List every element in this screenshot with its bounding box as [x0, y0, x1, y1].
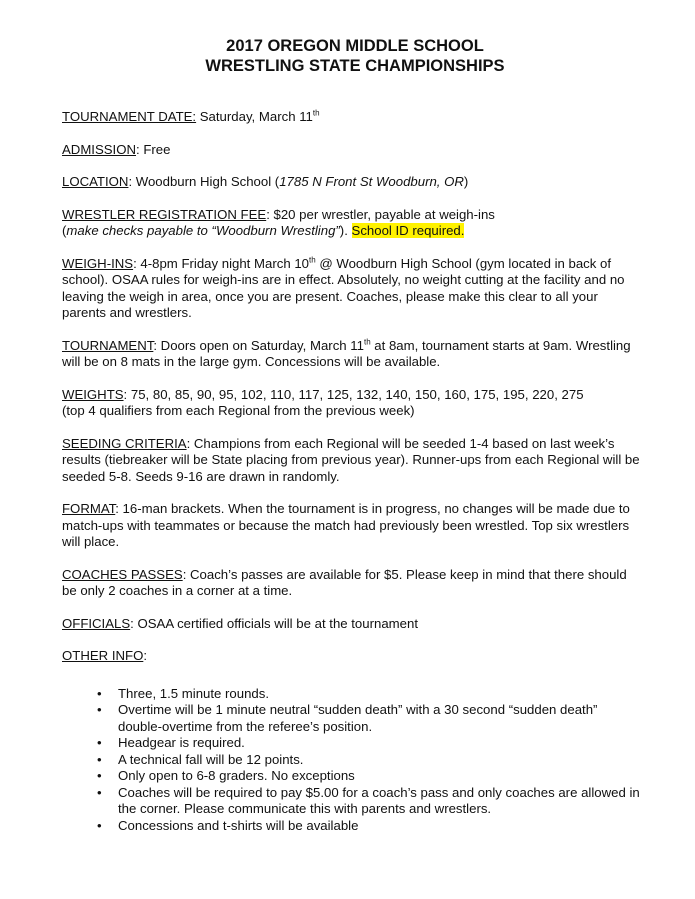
tournament-section [62, 338, 642, 371]
tournament-date-section [62, 109, 642, 126]
list-item [62, 686, 642, 703]
list-item [62, 702, 642, 735]
other-info-colon: : [143, 648, 147, 663]
weigh-ins-label: WEIGH-INS [62, 255, 134, 271]
list-item [62, 735, 642, 752]
bullet-icon: • [97, 685, 102, 701]
location-value: : Woodburn High School ( [128, 174, 280, 189]
format-value: : 16-man brackets. When the tournament is in progress, no changes will be made due to match-ups with teammates or because the match had previously been wrestled. Top six wrestlers will place. [62, 501, 630, 549]
seeding-label: SEEDING CRITERIA [62, 435, 187, 451]
registration-label: WRESTLER REGISTRATION FEE [62, 206, 267, 222]
weights-section [62, 387, 642, 420]
weigh-ins-section [62, 256, 642, 322]
list-item-text: Concessions and t-shirts will be available [118, 817, 359, 833]
tournament-sup: th [363, 337, 371, 347]
officials-section [62, 616, 642, 633]
weigh-ins-sup: th [309, 255, 316, 265]
title-line-1: 2017 OREGON MIDDLE SCHOOL [226, 37, 484, 55]
bullet-icon: • [97, 817, 102, 833]
admission-section [62, 142, 642, 159]
location-label: LOCATION [62, 174, 129, 189]
tournament-label: TOURNAMENT [62, 337, 154, 353]
tournament-value-1: : Doors open on Saturday, March 11 [153, 337, 364, 353]
list-item-text: Three, 1.5 minute rounds. [118, 685, 270, 701]
coaches-passes-section [62, 567, 642, 600]
registration-section [62, 207, 642, 240]
format-label: FORMAT [62, 501, 116, 516]
list-item [62, 818, 642, 835]
location-section [62, 174, 642, 191]
tournament-date-value: Saturday, March 11 [196, 109, 313, 124]
list-item-text: Only open to 6-8 graders. No exceptions [118, 768, 355, 783]
registration-value: : $20 per wrestler, payable at weigh-ins [266, 206, 495, 222]
coaches-passes-value: : Coach’s passes are available for $5. Please keep in mind that there should be only 2 coaches in a corner at a time. [62, 566, 627, 598]
registration-paren-close: ). [339, 223, 352, 238]
location-close: ) [463, 174, 469, 189]
list-item [62, 785, 642, 818]
tournament-date-sup: th [312, 108, 320, 118]
list-item-text: Coaches will be required to pay $5.00 for a coach’s pass and only coaches are allowed in the corner. Please communicate this with parents and wrestlers. [118, 784, 640, 816]
other-info-label: OTHER INFO [62, 648, 144, 663]
title-line-2: WRESTLING STATE CHAMPIONSHIPS [205, 57, 505, 75]
admission-label: ADMISSION [62, 141, 137, 157]
officials-value: : OSAA certified officials will be at the tournament [130, 615, 418, 631]
document-page [62, 36, 642, 834]
other-info-section [62, 648, 642, 665]
list-item-text: A technical fall will be 12 points. [118, 751, 304, 767]
weights-label: WEIGHTS [62, 386, 124, 402]
page-title [62, 36, 642, 76]
weigh-ins-value-2: @ Woodburn High School (gym located in back of school). OSAA rules for weigh-ins are in effect. Absolutely, no weight cutting at the facility and no leaving the weigh in area, once you are present. Coaches, please make this clear to all your parents and wrestlers. [62, 255, 625, 320]
bullet-icon: • [97, 702, 102, 717]
bullet-icon: • [97, 751, 102, 767]
list-item-text: Headgear is required. [118, 735, 245, 750]
school-id-highlight: School ID required. [351, 223, 465, 238]
weigh-ins-value-1: : 4-8pm Friday night March 10 [133, 255, 309, 271]
bullet-icon: • [97, 735, 102, 750]
coaches-passes-label: COACHES PASSES [62, 566, 183, 582]
tournament-value-2: at 8am, tournament starts at 9am. Wrestling will be on 8 mats in the large gym. Concessions will be available. [62, 337, 631, 369]
seeding-section [62, 436, 642, 486]
bullet-icon: • [97, 768, 102, 783]
list-item [62, 752, 642, 769]
seeding-value: : Champions from each Regional will be seeded 1-4 based on last week’s results (tiebreaker will be State placing from previous year). Runner-ups from each Regional will be seeded 5-8. Seeds 9-16 are drawn in randomly. [62, 435, 640, 484]
bullet-icon: • [97, 784, 102, 800]
registration-paren-open: ( [62, 223, 67, 238]
location-address: 1785 N Front St Woodburn, OR [279, 174, 464, 189]
list-item-text: Overtime will be 1 minute neutral “sudden death” with a 30 second “sudden death” double-overtime from the referee’s position. [118, 702, 598, 734]
registration-checks-note: make checks payable to “Woodburn Wrestling” [66, 223, 340, 238]
list-item [62, 768, 642, 785]
admission-value: : Free [136, 141, 171, 157]
format-section [62, 501, 642, 551]
weights-value: : 75, 80, 85, 90, 95, 102, 110, 117, 125, 132, 140, 150, 160, 175, 195, 220, 275 [123, 386, 584, 402]
officials-label: OFFICIALS [62, 615, 131, 631]
other-info-list [62, 686, 642, 835]
weights-note: (top 4 qualifiers from each Regional from the previous week) [62, 403, 415, 418]
tournament-date-label: TOURNAMENT DATE: [62, 109, 197, 124]
